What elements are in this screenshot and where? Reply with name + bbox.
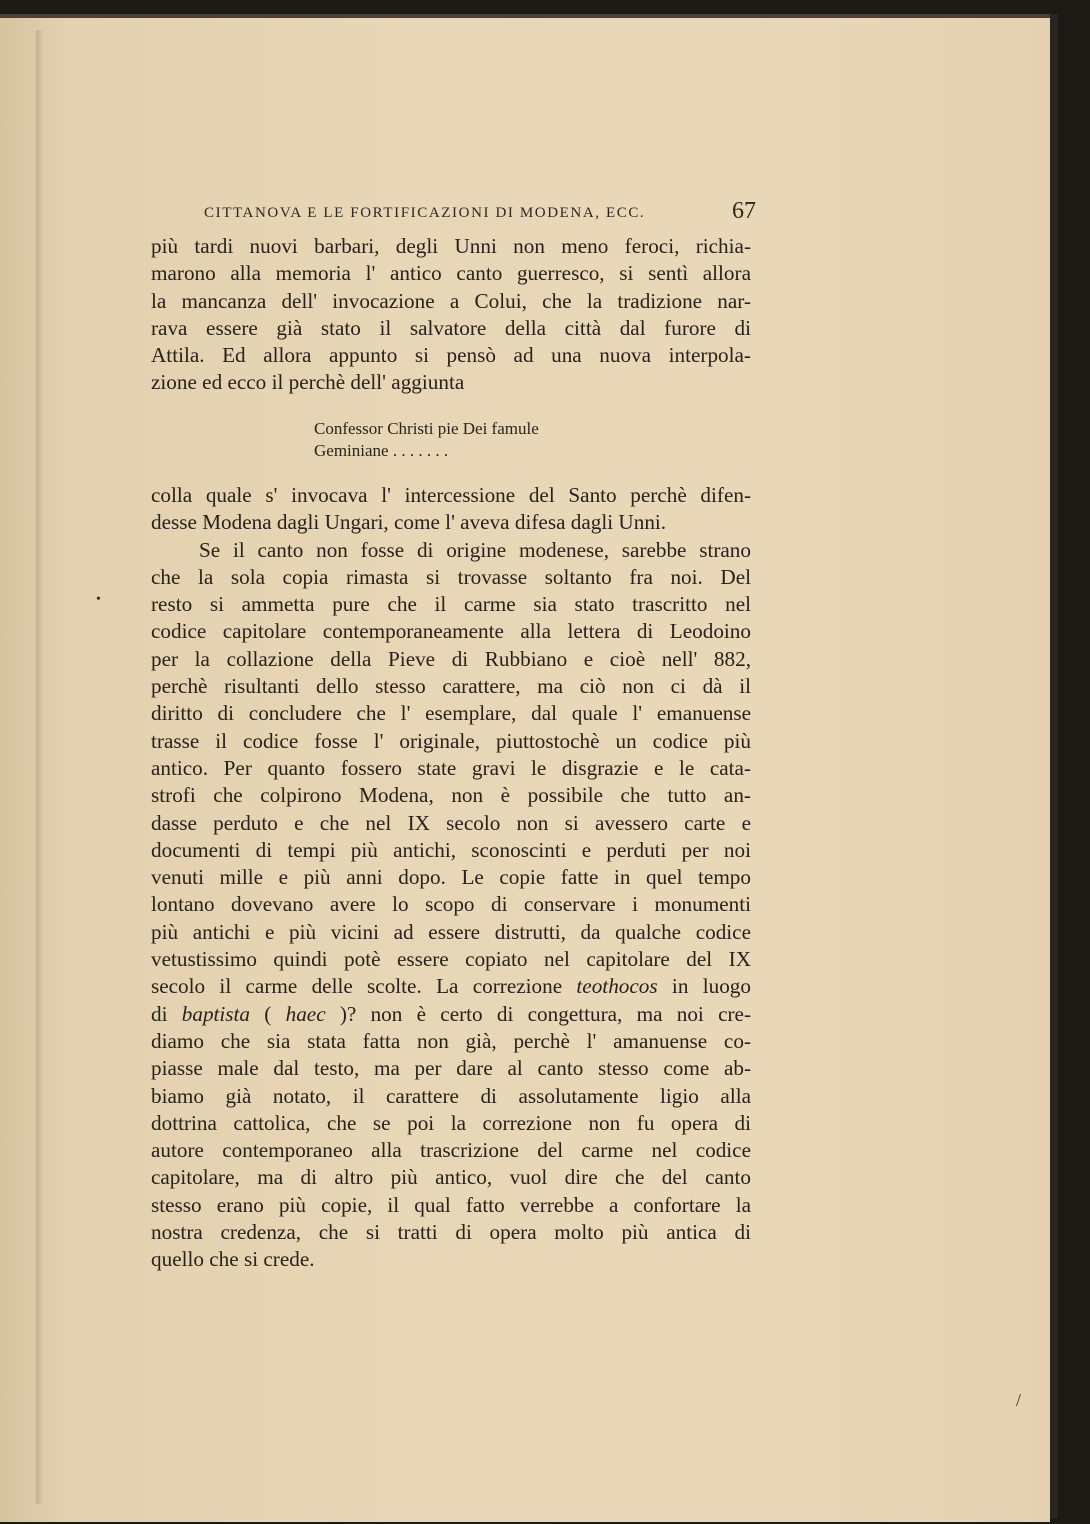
text-line: Se il canto non fosse di origine modenese, sarebbe strano [199,537,751,562]
margin-dot: • [96,592,101,607]
verse-line: Geminiane . . . . . . . [314,441,449,460]
italic-word: baptista [181,1001,251,1026]
text-line: resto si ammetta pure che il carme sia stato trascritto nel [151,592,751,617]
text-line: marono alla memoria l' antico canto guerresco, si sentì allora [151,261,751,286]
text-line: colla quale s' invocava l' intercessione del Santo perchè difen- [151,483,751,507]
verse-quotation [314,418,594,462]
text-line-with-italic [151,973,751,1000]
text-line: vetustissimo quindi potè essere copiato nel capitolare del IX [151,947,751,972]
italic-word: teothocos [576,974,658,999]
text-line: nostra credenza, che si tratti di opera molto più antica di [151,1220,751,1245]
margin-stroke: / [1016,1390,1022,1410]
text-line: più antichi e più vicini ad essere distrutti, da qualche codice [151,919,751,944]
page-gutter-shadow [36,30,44,1504]
text-line: stesso erano più copie, il qual fatto verrebbe a confortare la [151,1192,751,1217]
text-line: zione ed ecco il perchè dell' aggiunta [151,370,465,395]
text-line: codice capitolare contemporaneamente alla lettera di Leodoino [151,619,751,644]
text-line: venuti mille e più anni dopo. Le copie fatte in quel tempo [151,865,751,890]
page-number: 67 [732,198,756,224]
text-line: per la collazione della Pieve di Rubbiano e cioè nell' 882, [151,646,751,671]
text-line: trasse il codice fosse l' originale, piuttostochè un codice più [151,728,751,753]
text-segment: secolo il carme delle scolte. La correzione [151,974,577,999]
page-right-edge [1050,14,1058,1518]
running-head-title: CITTANOVA E LE FORTIFICAZIONI DI MODENA, ECC. [204,205,646,221]
italic-word: haec [285,1001,326,1026]
text-line: perchè risultanti dello stesso carattere, ma ciò non ci dà il [151,674,751,699]
text-line: dottrina cattolica, che se poi la correzione non fu opera di [151,1110,751,1135]
text-line: documenti di tempi più antichi, sconoscinti e perduti per noi [151,837,751,862]
text-line: piasse male dal testo, ma per dare al canto stesso come ab- [151,1056,751,1081]
text-line: desse Modena dagli Ungari, come l' aveva difesa dagli Unni. [151,510,667,535]
text-line: Attila. Ed allora appunto si pensò ad una nuova interpola- [151,343,751,368]
paragraph-1 [151,233,751,397]
text-line: strofi che colpirono Modena, non è possibile che tutto an- [151,783,751,808]
text-line: diamo che sia stata fatta non già, perchè l' amanuense co- [151,1028,751,1053]
text-line: antico. Per quanto fossero state gravi le disgrazie e le cata- [151,755,751,780]
text-segment: in luogo [657,974,751,999]
text-line: capitolare, ma di altro più antico, vuol dire che del canto [151,1165,751,1190]
text-line: quello che si crede. [151,1247,315,1272]
text-line: diritto di concludere che l' esemplare, dal quale l' emanuense [151,701,751,726]
text-line: dasse perduto e che nel IX secolo non si avessero carte e [151,810,751,835]
text-line: la mancanza dell' invocazione a Colui, che la tradizione nar- [151,288,751,313]
text-line: lontano dovevano avere lo scopo di conservare i monumenti [151,892,751,917]
verse-line: Confessor Christi pie Dei famule [314,419,539,438]
text-line: autore contemporaneo alla trascrizione del carme nel codice [151,1138,751,1163]
running-head [204,200,760,230]
text-line: più tardi nuovi barbari, degli Unni non meno feroci, richia- [151,234,751,258]
text-line-with-italic [151,1001,751,1028]
text-segment: di [151,1001,182,1026]
text-line: rava essere già stato il salvatore della città dal furore di [151,315,751,340]
text-line: biamo già notato, il carattere di assolutamente ligio alla [151,1083,751,1108]
paragraph-2-3 [151,482,751,1274]
text-segment: ( [250,1001,286,1026]
text-segment: )? non è certo di congettura, ma noi cre- [325,1001,752,1026]
text-line: che la sola copia rimasta si trovasse soltanto fra noi. Del [151,564,751,589]
